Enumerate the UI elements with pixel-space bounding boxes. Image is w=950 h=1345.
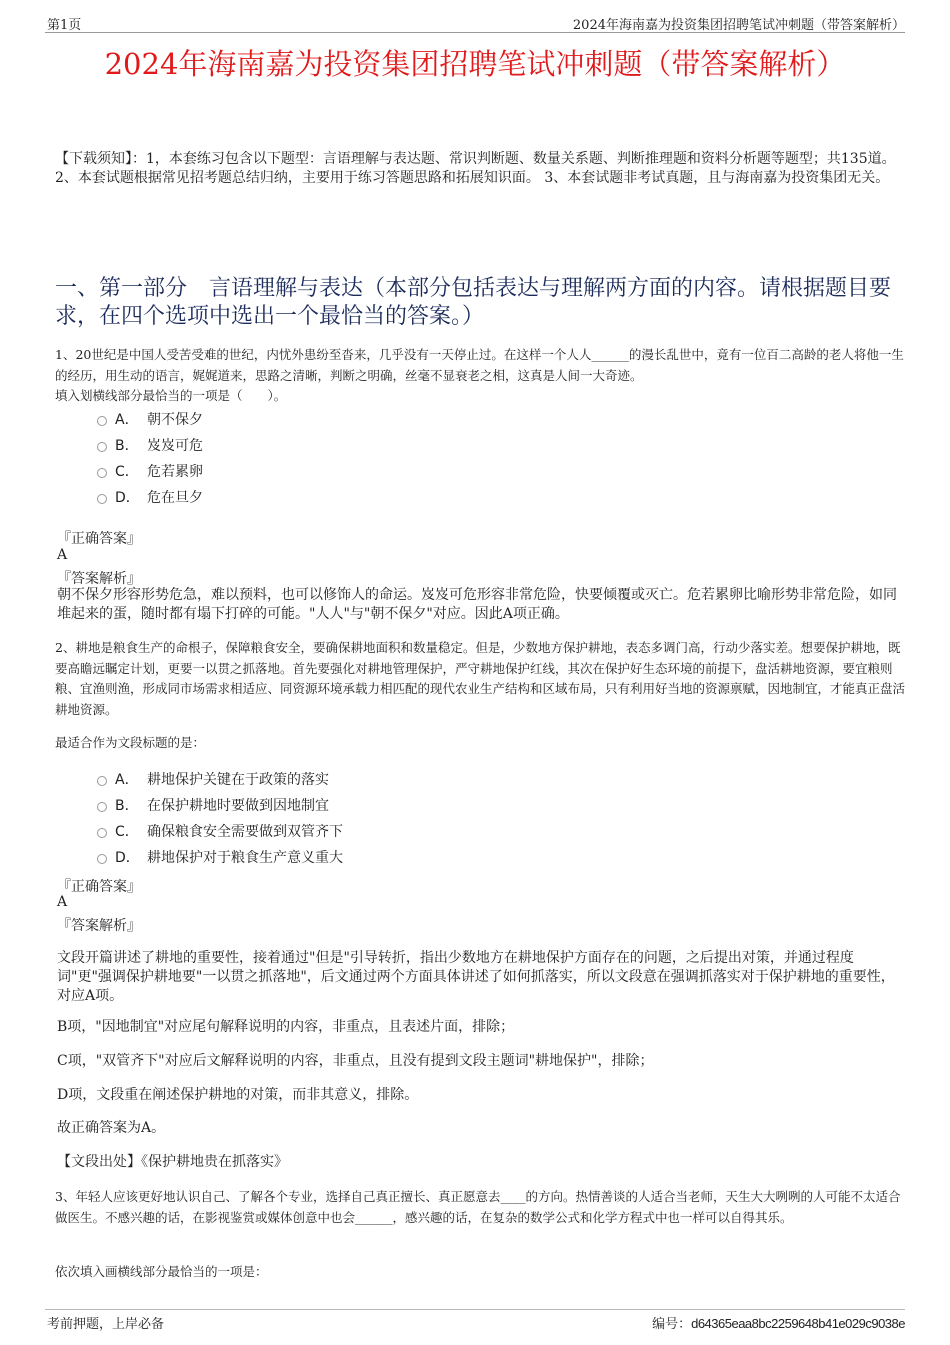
option-a[interactable]: A． 耕地保护关键在于政策的落实 (97, 769, 329, 789)
question-prompt: 依次填入画横线部分最恰当的一项是： (55, 1264, 268, 1279)
section-heading: 一、第一部分 言语理解与表达（本部分包括表达与理解两方面的内容。请根据题目要求，在四个选项中选出一个最恰当的答案。） (55, 276, 892, 329)
option-b[interactable]: B． 在保护耕地时要做到因地制宜 (97, 795, 329, 815)
question-text: 1、20世纪是中国人受苦受难的世纪，内忧外患纷至沓来，几乎没有一天停止过。在这样一个人人______的漫长乱世中，竟有一位百二高龄的老人将他一生的经历，用生动的语言，娓娓道来，思路之清晰，判断之明确，丝毫不显衰老之相，这真是人间一大奇迹。 (55, 347, 904, 383)
footer-slogan: 考前押题，上岸必备 (47, 1317, 165, 1332)
page-number: 第1页 (47, 18, 82, 33)
analysis-conclusion: 故正确答案为A。 (57, 1120, 166, 1136)
passage-source: 【文段出处】《保护耕地贵在抓落实》 (57, 1154, 288, 1170)
document-code: 编号：d64365eaa8bc2259648b41e029c9038e (652, 1316, 905, 1332)
analysis-label: 『答案解析』 (57, 571, 141, 587)
option-b[interactable]: B． 岌岌可危 (97, 435, 203, 455)
radio-icon[interactable] (97, 828, 107, 838)
analysis-option-c: C项，"双管齐下"对应后文解释说明的内容，非重点，且没有提到文段主题词"耕地保护"，排除； (57, 1053, 654, 1069)
correct-answer: A (57, 894, 68, 910)
analysis-text: 朝不保夕形容形势危急，难以预料，也可以修饰人的命运。岌岌可危形容非常危险，快要倾覆或灭亡。危若累卵比喻形势非常危险，如同堆起来的蛋，随时都有塌下打碎的可能。"人人"与"朝不保夕"对应。因此A项正确。 (57, 587, 897, 622)
analysis-text: 文段开篇讲述了耕地的重要性，接着通过"但是"引导转折，指出少数地方在耕地保护方面存在的问题，之后提出对策，并通过程度词"更"强调保护耕地要"一以贯之抓落地"，后文通过两个方面具体讲述了如何抓落实，所以文段意在强调抓落实对于保护耕地的重要性，对应A项。 (57, 950, 895, 1004)
question-1 (55, 345, 905, 407)
question-2 (55, 638, 905, 720)
correct-answer-label: 『正确答案』 (57, 531, 141, 547)
analysis-option-d: D项，文段重在阐述保护耕地的对策，而非其意义，排除。 (57, 1087, 419, 1103)
option-d[interactable]: D． 耕地保护对于粮食生产意义重大 (97, 847, 343, 867)
correct-answer-label: 『正确答案』 (57, 879, 141, 895)
analysis-option-b: B项，"因地制宜"对应尾句解释说明的内容，非重点，且表述片面，排除； (57, 1019, 515, 1035)
option-c[interactable]: C． 危若累卵 (97, 461, 203, 481)
radio-icon[interactable] (97, 468, 107, 478)
question-text: 2、耕地是粮食生产的命根子，保障粮食安全，要确保耕地面积和数量稳定。但是，少数地方保护耕地，表态多调门高，行动少落实差。想要保护耕地，既要高瞻远瞩定计划，更要一以贯之抓落地。首先要强化对耕地管理保护，严守耕地保护红线，其次在保护好生态环境的前提下，盘活耕地资源，要宜粮则粮、宜渔则渔，形成同市场需求相适应、同资源环境承载力相匹配的现代农业生产结构和区域布局，只有利用好当地的资源禀赋，因地制宜，才能真正盘活耕地资源。 (55, 640, 906, 717)
correct-answer: A (57, 547, 68, 563)
question-prompt: 填入划横线部分最恰当的一项是（ ）。 (55, 388, 287, 403)
header-divider (45, 32, 905, 33)
option-c[interactable]: C． 确保粮食安全需要做到双管齐下 (97, 821, 343, 841)
download-notice: 【下载须知】：1，本套练习包含以下题型：言语理解与表达题、常识判断题、数量关系题、判断推理题和资料分析题等题型；共135道。 2、本套试题根据常见招考题总结归纳，主要用于练习答题思路和拓展知识面。 3、本套试题非考试真题，且与海南嘉为投资集团无关。 (55, 151, 896, 186)
analysis-label: 『答案解析』 (57, 918, 141, 934)
radio-icon[interactable] (97, 802, 107, 812)
header-title: 2024年海南嘉为投资集团招聘笔试冲刺题（带答案解析） (572, 18, 905, 33)
radio-icon[interactable] (97, 416, 107, 426)
option-a[interactable]: A． 朝不保夕 (97, 409, 203, 429)
radio-icon[interactable] (97, 442, 107, 452)
radio-icon[interactable] (97, 494, 107, 504)
radio-icon[interactable] (97, 776, 107, 786)
footer-divider (45, 1309, 905, 1310)
question-3: 3、年轻人应该更好地认识自己、了解各个专业，选择自己真正擅长、真正愿意去____的方向。热情善谈的人适合当老师，天生大大咧咧的人可能不太适合做医生。不感兴趣的话，在影视鉴赏或媒体创意中也会______，感兴趣的话，在复杂的数学公式和化学方程式中也一样可以自得其乐。 (55, 1189, 901, 1225)
question-prompt: 最适合作为文段标题的是： (55, 735, 206, 750)
document-title: 2024年海南嘉为投资集团招聘笔试冲刺题（带答案解析） (104, 47, 846, 81)
radio-icon[interactable] (97, 854, 107, 864)
option-d[interactable]: D． 危在旦夕 (97, 487, 203, 507)
